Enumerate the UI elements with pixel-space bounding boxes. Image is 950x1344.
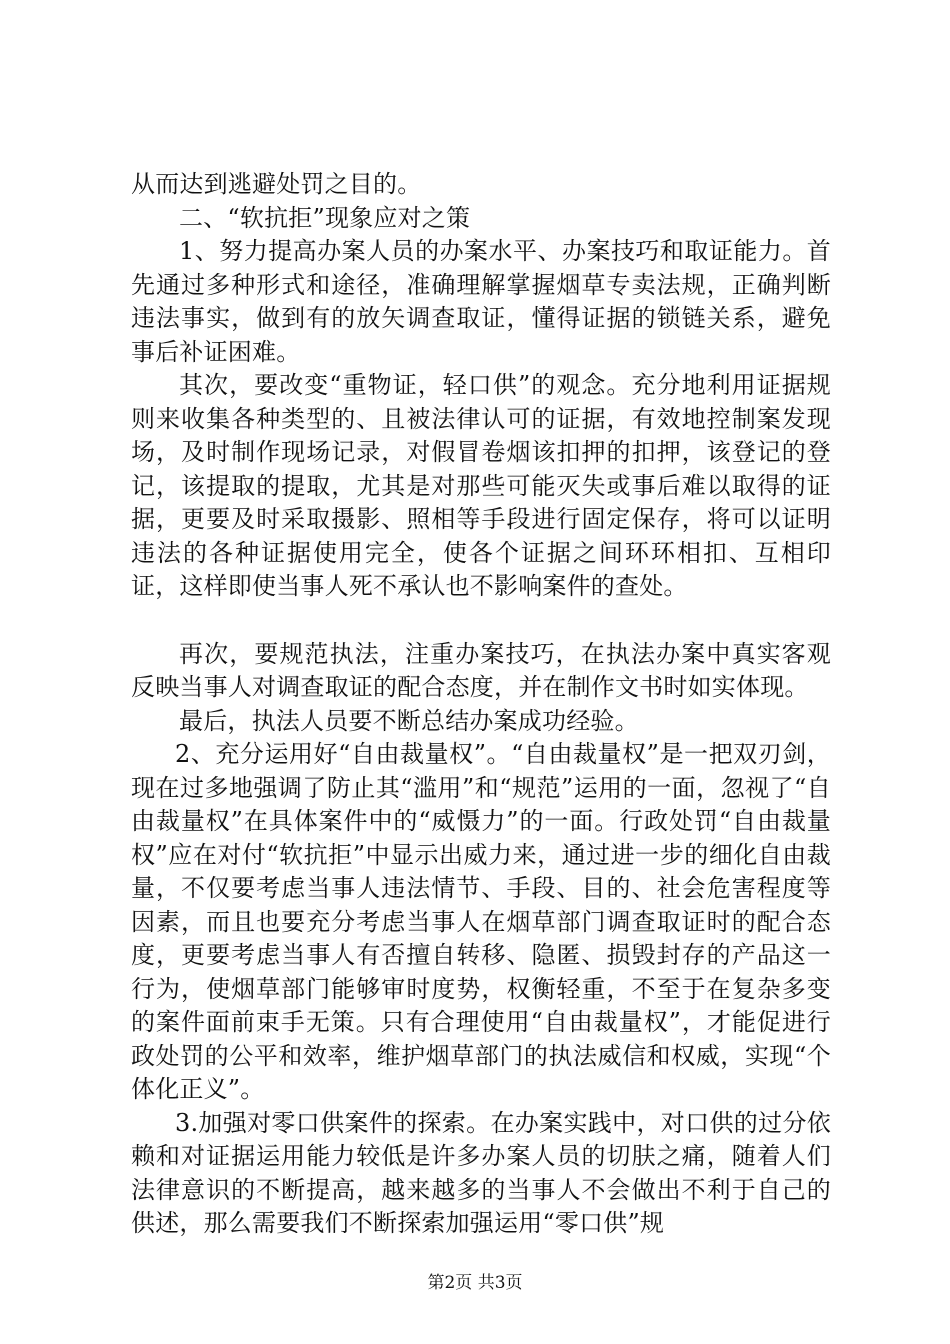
document-body: [131, 168, 831, 1241]
section-heading: 二、“软抗拒”现象应对之策: [179, 203, 471, 232]
paragraph-thirdly: 再次，要规范执法，注重办案技巧，在执法办案中真实客观反映当事人对调查取证的配合态度，并在制作文书时如实体现。: [131, 639, 831, 701]
paragraph-secondly: 其次，要改变“重物证，轻口供”的观念。充分地利用证据规则来收集各种类型的、且被法律认可的证据，有效地控制案发现场，及时制作现场记录，对假冒卷烟该扣押的扣押，该登记的登记，该提取的提取，尤其是对那些可能灭失或事后难以取得的证据，更要及时采取摄影、照相等手段进行固定保存，将可以证明违法的各种证据使用完全，使各个证据之间环环相扣、互相印证，这样即使当事人死不承认也不影响案件的查处。: [131, 371, 831, 600]
paragraph-finally: 最后，执法人员要不断总结办案成功经验。: [179, 706, 639, 735]
page-footer: 第2页 共3页: [427, 1273, 523, 1293]
paragraph-item-2: 2、充分运用好“自由裁量权”。“自由裁量权”是一把双刃剑，现在过多地强调了防止其“滥用”和“规范”运用的一面，忽视了“自由裁量权”在具体案件中的“威慑力”的一面。行政处罚“自由裁量权”应在对付“软抗拒”中显示出威力来，通过进一步的细化自由裁量，不仅要考虑当事人违法情节、手段、目的、社会危害程度等因素，而且也要充分考虑当事人在烟草部门调查取证时的配合态度，更要考虑当事人有否擅自转移、隐匿、损毁封存的产品这一行为，使烟草部门能够审时度势，权衡轻重，不至于在复杂多变的案件面前束手无策。只有合理使用“自由裁量权”，才能促进行政处罚的公平和效率，维护烟草部门的执法威信和权威，实现“个体化正义”。: [131, 740, 831, 1103]
paragraph-continuation: 从而达到逃避处罚之目的。: [131, 170, 422, 198]
paragraph-item-1: 1、努力提高办案人员的办案水平、办案技巧和取证能力。首先通过多种形式和途径，准确理解掌握烟草专卖法规，正确判断违法事实，做到有的放矢调查取证，懂得证据的锁链关系，避免事后补证困难。: [131, 237, 831, 366]
paragraph-item-3: 3.加强对零口供案件的探索。在办案实践中，对口供的过分依赖和对证据运用能力较低是许多办案人员的切肤之痛，随着人们法律意识的不断提高，越来越多的当事人不会做出不利于自己的供述，那么需要我们不断探索加强运用“零口供”规: [131, 1108, 831, 1237]
